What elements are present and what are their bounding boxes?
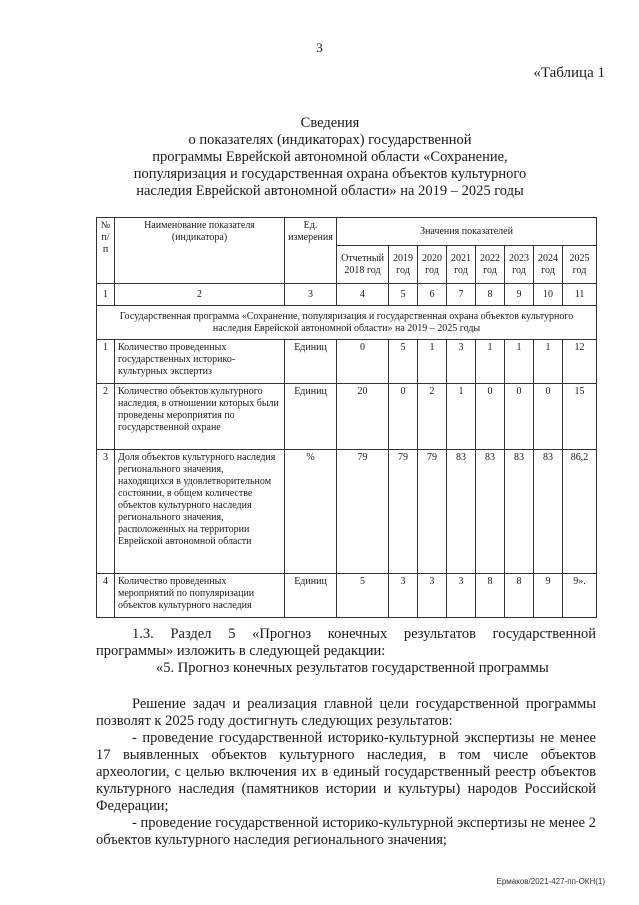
row-value: 83 <box>534 450 563 574</box>
section-change-line: 1.3. Раздел 5 «Прогноз конечных результатов государственной <box>132 626 596 642</box>
row-unit: Единиц <box>285 574 337 618</box>
title-line: Сведения <box>300 115 360 131</box>
row-value: 3 <box>389 574 418 618</box>
body-paragraphs <box>96 696 596 849</box>
row-value: 8 <box>476 574 505 618</box>
table-row <box>97 340 597 384</box>
column-number: 1 <box>97 284 115 306</box>
row-value: 1 <box>418 340 447 384</box>
row-value: 3 <box>418 574 447 618</box>
title-line: наследия Еврейской автономной области» на 2019 – 2025 годы <box>136 183 524 199</box>
section-change-block <box>96 626 596 677</box>
column-number: 6 <box>418 284 447 306</box>
column-number: 4 <box>337 284 389 306</box>
row-name: Количество проведенных государственных историко-культурных экспертиз <box>115 340 285 384</box>
header-year: 2024 год <box>534 246 563 284</box>
numbering-row <box>97 284 597 306</box>
row-value: 79 <box>389 450 418 574</box>
paragraph: Решение задач и реализация главной цели государственной программы позволят к 2025 году достигнуть следующих результатов: <box>96 696 596 729</box>
row-value: 3 <box>447 574 476 618</box>
row-value: 1 <box>505 340 534 384</box>
row-value: 15 <box>563 384 597 450</box>
row-value: 0 <box>389 384 418 450</box>
header-values-group: Значения показателей <box>337 218 597 246</box>
header-year: 2021 год <box>447 246 476 284</box>
section-title-row: Государственная программа «Сохранение, популяризация и государственная охрана объектов культурного наследия Еврейской автономной области» на 2019 – 2025 годы <box>97 306 597 340</box>
document-title <box>90 115 570 200</box>
row-value: 1 <box>447 384 476 450</box>
row-name: Количество объектов культурного наследия, в отношении которых были проведены мероприятия по государственной охране <box>115 384 285 450</box>
row-num: 2 <box>97 384 115 450</box>
row-value: 0 <box>505 384 534 450</box>
row-value: 12 <box>563 340 597 384</box>
row-value: 79 <box>337 450 389 574</box>
row-value: 9 <box>534 574 563 618</box>
row-value: 3 <box>447 340 476 384</box>
row-value: 1 <box>476 340 505 384</box>
header-year: 2023 год <box>505 246 534 284</box>
column-number: 5 <box>389 284 418 306</box>
table-row <box>97 574 597 618</box>
column-number: 3 <box>285 284 337 306</box>
row-name: Количество проведенных мероприятий по популяризации объектов культурного наследия <box>115 574 285 618</box>
header-year: 2019 год <box>389 246 418 284</box>
document-footer-code: Ермаков/2021-427-пп-ОКН(1) <box>496 877 605 886</box>
title-line: о показателях (индикаторах) государственной <box>188 132 472 148</box>
row-value: 86,2 <box>563 450 597 574</box>
paragraph: - проведение государственной историко-культурной экспертизы не менее 17 выявленных объектов культурного наследия, в том числе объектов археологии, с целью включения их в единый государственный реестр объектов культурного наследия (памятников истории и культуры) народов Российской Федерации; <box>96 730 596 814</box>
table-row <box>97 384 597 450</box>
row-value: 20 <box>337 384 389 450</box>
header-name: Наименование показателя (индикатора) <box>115 218 285 284</box>
row-unit: % <box>285 450 337 574</box>
row-value: 8 <box>505 574 534 618</box>
title-line: программы Еврейской автономной области «Сохранение, <box>152 149 508 165</box>
row-value: 2 <box>418 384 447 450</box>
row-unit: Единиц <box>285 340 337 384</box>
row-unit: Единиц <box>285 384 337 450</box>
row-value: 83 <box>505 450 534 574</box>
header-year: 2022 год <box>476 246 505 284</box>
column-number: 10 <box>534 284 563 306</box>
row-num: 1 <box>97 340 115 384</box>
section-change-line: программы» изложить в следующей редакции: <box>96 643 386 659</box>
row-value: 0 <box>534 384 563 450</box>
column-number: 8 <box>476 284 505 306</box>
row-value: 1 <box>534 340 563 384</box>
column-number: 2 <box>115 284 285 306</box>
row-value: 83 <box>447 450 476 574</box>
header-num: № п/п <box>97 218 115 284</box>
row-value: 5 <box>337 574 389 618</box>
header-year: Отчетный 2018 год <box>337 246 389 284</box>
indicators-table <box>96 217 597 618</box>
row-value: 0 <box>337 340 389 384</box>
row-name: Доля объектов культурного наследия регионального значения, находящихся в удовлетворительном состоянии, в общем количестве объектов культурного наследия регионального значения, расположенных на территории Еврейской автономной области <box>115 450 285 574</box>
paragraph: - проведение государственной историко-культурной экспертизы не менее 2 объектов культурного наследия регионального значения; <box>96 815 596 848</box>
row-num: 3 <box>97 450 115 574</box>
row-value: 83 <box>476 450 505 574</box>
row-value: 0 <box>476 384 505 450</box>
row-value: 9». <box>563 574 597 618</box>
table-row <box>97 450 597 574</box>
column-number: 9 <box>505 284 534 306</box>
header-year: 2025 год <box>563 246 597 284</box>
title-line: популяризация и государственная охрана объектов культурного <box>133 166 527 182</box>
row-num: 4 <box>97 574 115 618</box>
section-heading: «5. Прогноз конечных результатов государственной программы <box>156 660 549 676</box>
column-number: 11 <box>563 284 597 306</box>
header-year: 2020 год <box>418 246 447 284</box>
table-label: «Таблица 1 <box>533 65 605 81</box>
header-unit: Ед. измерения <box>285 218 337 284</box>
column-number: 7 <box>447 284 476 306</box>
row-value: 5 <box>389 340 418 384</box>
page-number: 3 <box>316 40 323 55</box>
row-value: 79 <box>418 450 447 574</box>
